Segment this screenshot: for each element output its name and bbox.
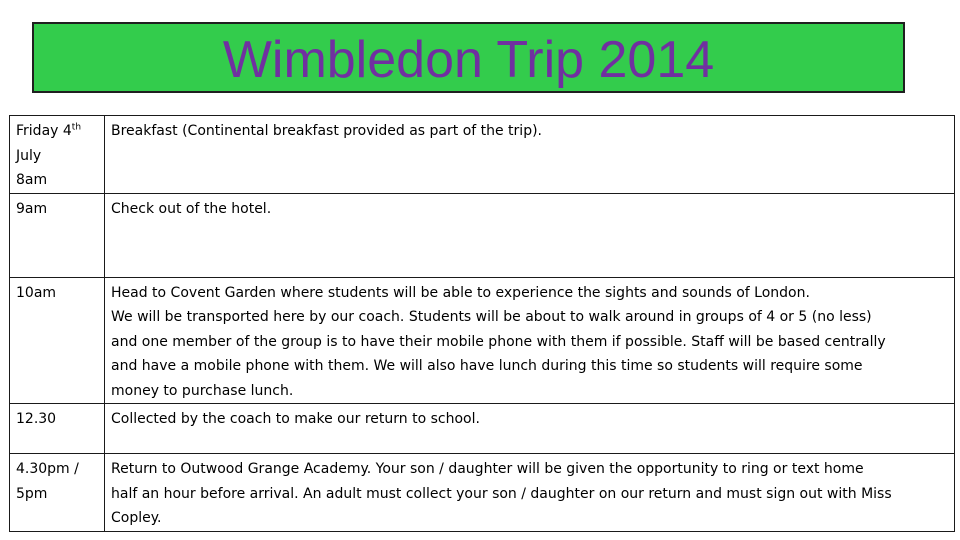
activity-line: half an hour before arrival. An adult must collect your son / daughter on our return and must sign out with Miss (111, 485, 892, 502)
time-line: 12.30 (16, 411, 57, 427)
activity-line: Copley. (111, 510, 162, 526)
time-line: 4.30pm / (16, 461, 79, 477)
activity-cell (105, 116, 955, 194)
time-line: 10am (16, 284, 57, 301)
activity-line: Return to Outwood Grange Academy. Your son / daughter will be given the opportunity to ring or text home (111, 461, 864, 477)
table-row (10, 404, 955, 454)
page-title: Wimbledon Trip 2014 (222, 30, 715, 89)
title-banner (32, 22, 905, 93)
table-row (10, 277, 955, 404)
activity-line: We will be transported here by our coach. Students will be about to walk around in groups of 4 or 5 (no less) (111, 309, 872, 325)
activity-text: Breakfast (Continental breakfast provided as part of the trip). (111, 123, 542, 139)
activity-text: Collected by the coach to make our return to school. (111, 411, 480, 427)
time-line: Friday 4th (16, 122, 82, 139)
activity-line: money to purchase lunch. (111, 382, 294, 399)
ordinal-suffix: th (71, 122, 82, 133)
table-row (10, 116, 955, 194)
activity-cell (105, 404, 955, 454)
time-line: 5pm (16, 485, 48, 502)
time-cell (10, 116, 105, 194)
table-row (10, 193, 955, 277)
schedule-table (9, 115, 955, 532)
time-cell (10, 404, 105, 454)
activity-cell (105, 193, 955, 277)
time-line: 8am (16, 172, 48, 188)
time-cell (10, 193, 105, 277)
activity-line: and one member of the group is to have their mobile phone with them if possible. Staff will be based centrally (111, 333, 886, 350)
activity-line: Head to Covent Garden where students will be able to experience the sights and sounds of London. (111, 284, 810, 301)
time-line: 9am (16, 200, 48, 217)
time-cell (10, 454, 105, 532)
activity-cell (105, 454, 955, 532)
time-cell (10, 277, 105, 404)
time-line: July (16, 147, 42, 164)
activity-line: and have a mobile phone with them. We will also have lunch during this time so students will require some (111, 358, 863, 374)
activity-text: Check out of the hotel. (111, 200, 272, 217)
activity-cell (105, 277, 955, 404)
table-row (10, 454, 955, 532)
